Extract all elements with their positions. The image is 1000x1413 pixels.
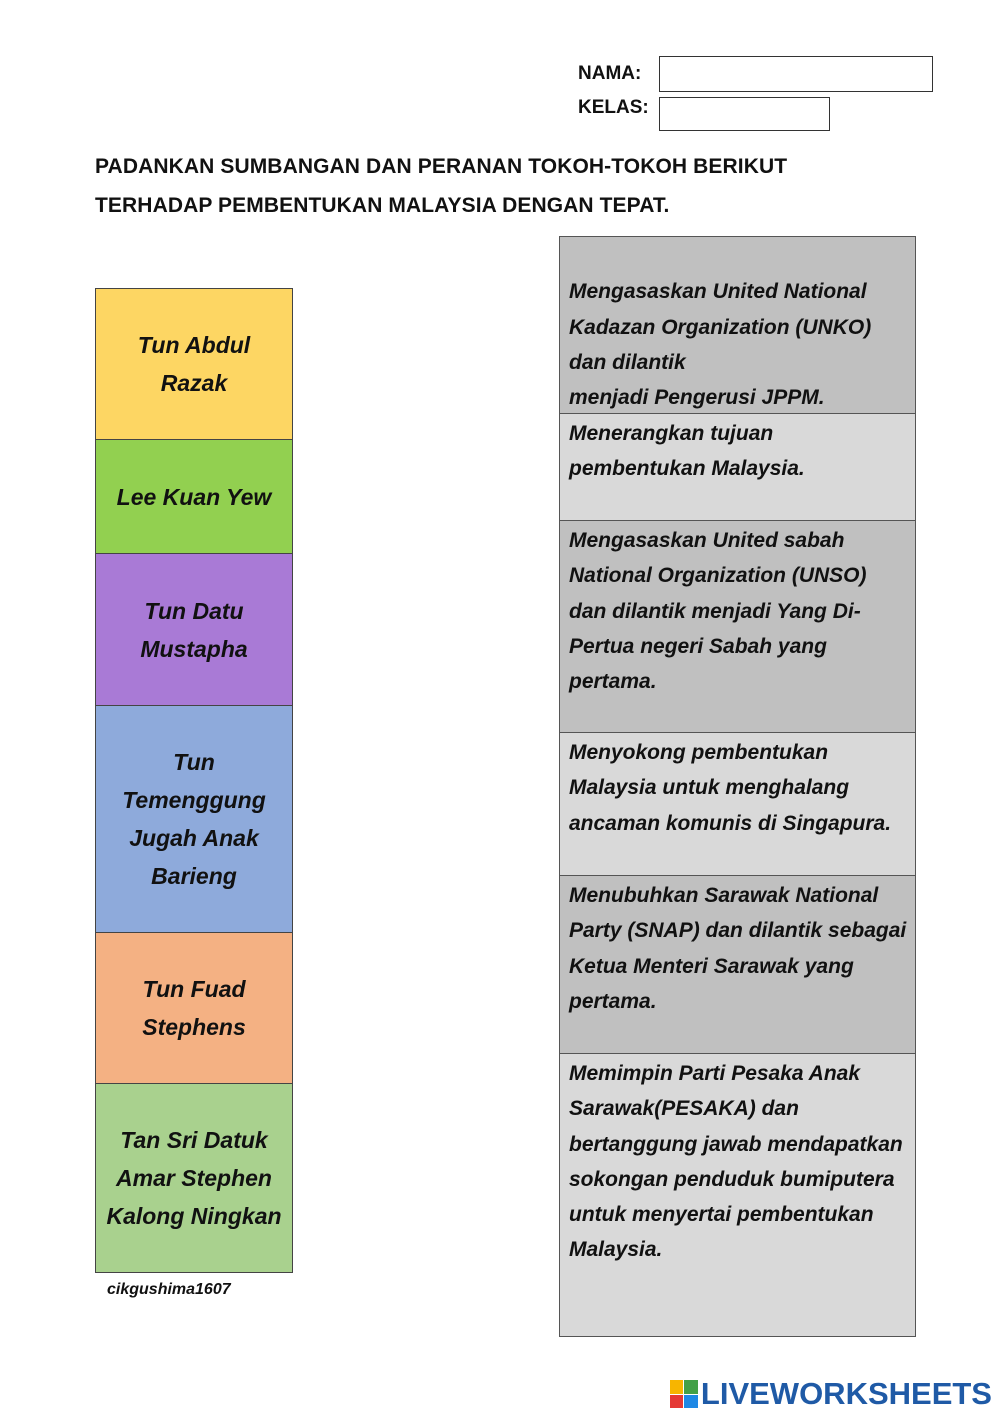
figure-card-ningkan[interactable] <box>95 1083 293 1273</box>
name-label: NAMA: <box>578 63 642 84</box>
instruction-line-2: TERHADAP PEMBENTUKAN MALAYSIA DENGAN TEPAT. <box>95 194 670 217</box>
liveworksheets-brand[interactable] <box>670 1376 992 1412</box>
contribution-box[interactable] <box>559 732 916 876</box>
contribution-text: Menyokong pembentukan Malaysia untuk menghalang ancaman komunis di Singapura. <box>569 741 892 835</box>
author-credit: cikgushima1607 <box>107 1281 231 1298</box>
contribution-box[interactable] <box>559 236 916 414</box>
figure-card-jugah[interactable] <box>95 705 293 933</box>
brand-text: LIVEWORKSHEETS <box>700 1376 992 1411</box>
contribution-text: Mengasaskan United National Kadazan Organization (UNKO) dan dilantik menjadi Pengerusi JPPM. <box>569 280 872 410</box>
contribution-text: Memimpin Parti Pesaka Anak Sarawak(PESAKA) dan bertanggung jawab mendapatkan sokongan penduduk bumiputera untuk menyertai pembentukan Malaysia. <box>569 1062 903 1262</box>
figure-card-lee[interactable] <box>95 439 293 554</box>
name-input[interactable] <box>659 56 933 92</box>
contribution-text: Mengasaskan United sabah National Organization (UNSO) dan dilantik menjadi Yang Di-Pertua negeri Sabah yang pertama. <box>569 529 867 694</box>
instruction-line-1: PADANKAN SUMBANGAN DAN PERANAN TOKOH-TOKOH BERIKUT <box>95 155 788 178</box>
contribution-text: Menubuhkan Sarawak National Party (SNAP) dan dilantik sebagai Ketua Menteri Sarawak yang pertama. <box>569 884 907 1013</box>
contribution-box[interactable] <box>559 413 916 521</box>
figure-name: Tun Datu Mustapha <box>140 597 248 662</box>
figure-name: Lee Kuan Yew <box>116 483 272 510</box>
figure-name: Tun Abdul Razak <box>137 332 251 396</box>
contribution-box[interactable] <box>559 875 916 1054</box>
figure-name: Tun Fuad Stephens <box>142 976 246 1040</box>
contribution-text: Menerangkan tujuan pembentukan Malaysia. <box>569 422 805 481</box>
class-input[interactable] <box>659 97 830 131</box>
class-label: KELAS: <box>578 97 649 118</box>
figure-card-razak[interactable] <box>95 288 293 440</box>
figure-card-fuad[interactable] <box>95 932 293 1084</box>
figure-name: Tun Temenggung Jugah Anak Barieng <box>122 749 266 889</box>
figure-card-mustapha[interactable] <box>95 553 293 706</box>
contribution-box[interactable] <box>559 1053 916 1337</box>
contribution-box[interactable] <box>559 520 916 733</box>
liveworksheets-logo-icon <box>670 1380 698 1408</box>
figure-name: Tan Sri Datuk Amar Stephen Kalong Ningkan <box>106 1127 282 1229</box>
